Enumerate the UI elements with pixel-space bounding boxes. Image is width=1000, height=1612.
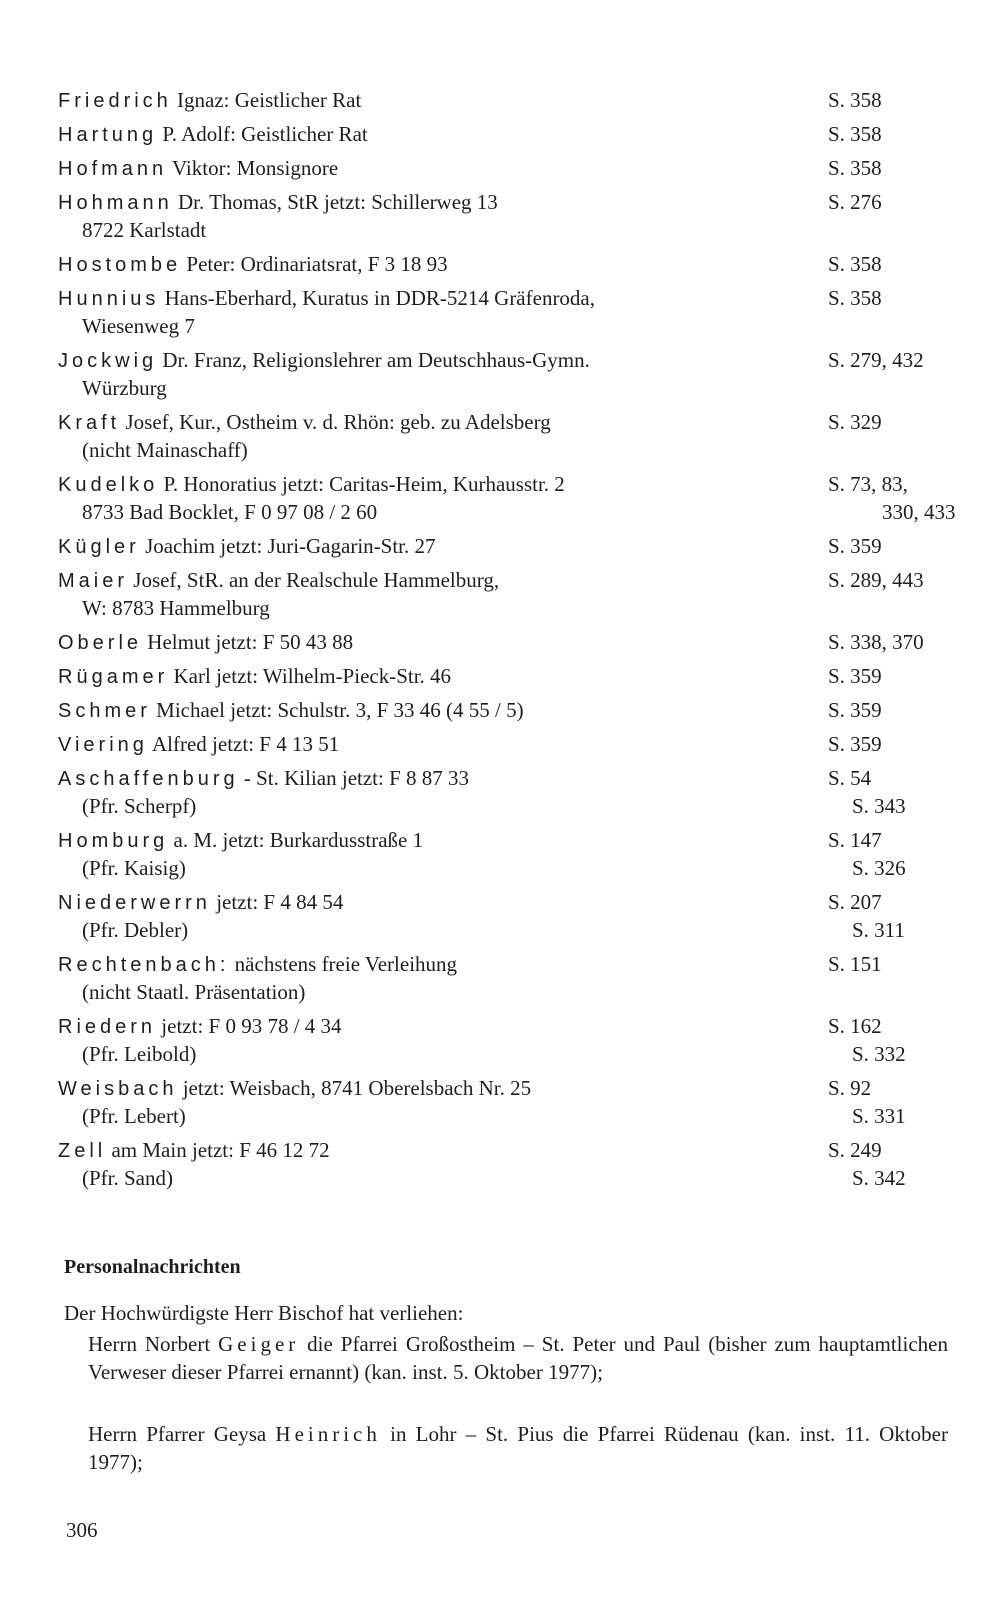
entry-main [58,470,828,499]
entry-text: Josef, Kur., Ostheim v. d. Rhön: geb. zu Adelsberg [120,410,551,434]
entry-continuation: Würzburg [82,376,167,400]
entry-name: Rügamer [58,666,169,688]
entry-continuation-row [58,792,958,820]
appointment-paragraph [88,1420,948,1476]
entry-main [58,346,828,375]
entry-continuation-row [58,216,958,244]
entry-text: P. Honoratius jetzt: Caritas-Heim, Kurhausstr. 2 [158,472,565,496]
entry-name: Niederwerrn [58,892,211,914]
entry-continuation: (Pfr. Lebert) [82,1104,186,1128]
entry-name: Rechtenbach: [58,954,230,976]
entry-name: Hartung [58,124,158,146]
directory-entry [58,696,958,730]
entry-continuation: (nicht Staatl. Präsentation) [82,980,306,1004]
entry-name: Hostombe [58,254,182,276]
entry-continuation-row [58,374,958,402]
entry-name: Kügler [58,536,140,558]
page-reference: S. 279, 432 [828,348,924,372]
entry-main [58,950,828,979]
entry-text: jetzt: F 4 84 54 [210,890,344,914]
entry-main [58,188,828,217]
entry-continuation-row [58,436,958,464]
page-reference: S. 92 [828,1076,872,1100]
paragraph-prefix: Herrn Norbert [88,1332,219,1356]
entry-row [58,888,958,916]
entry-row [58,1012,958,1040]
entry-continuation-row [58,854,958,882]
entry-text: Ignaz: Geistlicher Rat [171,88,362,112]
entry-row [58,730,958,758]
entry-row [58,532,958,560]
entry-continuation: (Pfr. Scherpf) [82,794,197,818]
entry-row [58,250,958,278]
entry-text: Dr. Franz, Religionslehrer am Deutschhaus-Gymn. [157,348,590,372]
entry-row [58,566,958,594]
entry-name: Aschaffenburg [58,768,239,790]
directory-entry [58,154,958,188]
entry-name: Hofmann [58,158,168,180]
entry-text: jetzt: F 0 93 78 / 4 34 [156,1014,342,1038]
page-reference: S. 358 [828,286,882,310]
entry-name: Kudelko [58,474,159,496]
entry-continuation-row [58,312,958,340]
intro-text: Der Hochwürdigste Herr Bischof hat verliehen: [64,1301,464,1325]
page-number: 306 [66,1518,98,1542]
directory-entry [58,408,958,470]
entry-main [58,1136,828,1165]
directory-list [58,86,958,1198]
entry-text: am Main jetzt: F 46 12 72 [106,1138,330,1162]
entry-text: a. M. jetzt: Burkardusstraße 1 [168,828,424,852]
entry-main [58,532,828,561]
directory-entry [58,730,958,764]
entry-name: Riedern [58,1016,157,1038]
directory-entry [58,346,958,408]
entry-main [58,284,828,313]
entry-name: Schmer [58,700,151,722]
entry-continuation: (Pfr. Kaisig) [82,856,186,880]
entry-main [58,1012,828,1041]
entry-name: Friedrich [58,90,172,112]
entry-continuation-row [58,916,958,944]
entry-name: Hohmann [58,192,173,214]
entry-continuation: (Pfr. Debler) [82,918,189,942]
entry-gap [58,1192,958,1198]
page-reference: S. 359 [828,664,882,688]
entry-main [58,250,828,279]
entry-main [58,730,828,759]
entry-row [58,408,958,436]
appointment-paragraph [88,1330,948,1386]
entry-main [58,662,828,691]
entry-row [58,628,958,656]
page-reference: S. 162 [828,1014,882,1038]
entry-text: Viktor: Monsignore [167,156,339,180]
entry-main [58,86,828,115]
entry-name: Hunnius [58,288,160,310]
directory-entry [58,86,958,120]
directory-entry [58,284,958,346]
page-reference: S. 358 [828,156,882,180]
entry-name: Oberle [58,632,143,654]
entry-continuation: (nicht Mainaschaff) [82,438,248,462]
entry-text: Josef, StR. an der Realschule Hammelburg, [128,568,500,592]
entry-continuation: 8722 Karlstadt [82,218,207,242]
entry-continuation: (Pfr. Leibold) [82,1042,197,1066]
entry-row [58,826,958,854]
entry-continuation-row [58,594,958,622]
page-reference-continuation: S. 332 [852,1042,906,1066]
entry-name: Homburg [58,830,169,852]
page-reference: S. 329 [828,410,882,434]
directory-entry [58,120,958,154]
page-reference: S. 249 [828,1138,882,1162]
entry-row [58,470,958,498]
directory-entry [58,566,958,628]
entry-text: Karl jetzt: Wilhelm-Pieck-Str. 46 [168,664,452,688]
entry-row [58,1074,958,1102]
directory-entry [58,1074,958,1136]
entry-continuation-row [58,1040,958,1068]
entry-main [58,764,828,793]
entry-text: P. Adolf: Geistlicher Rat [157,122,368,146]
directory-entry [58,662,958,696]
entry-text: jetzt: Weisbach, 8741 Oberelsbach Nr. 25 [177,1076,532,1100]
entry-row [58,284,958,312]
page-reference: S. 207 [828,890,882,914]
entry-continuation-row [58,498,958,526]
entry-text: Dr. Thomas, StR jetzt: Schillerweg 13 [172,190,498,214]
page-reference: S. 151 [828,952,882,976]
page-reference: S. 276 [828,190,882,214]
directory-entry [58,628,958,662]
entry-row [58,950,958,978]
page-reference: S. 338, 370 [828,630,924,654]
page-reference-continuation: S. 343 [852,794,906,818]
paragraph-prefix: Herrn Pfarrer Geysa [88,1422,276,1446]
entry-main [58,566,828,595]
directory-entry [58,950,958,1012]
entry-row [58,696,958,724]
entry-row [58,86,958,114]
entry-name: Kraft [58,412,121,434]
page-reference-continuation: S. 326 [852,856,906,880]
paragraph-text: in Lohr – St. Pius die Pfarrei Rüdenau (kan. inst. 11. Oktober 1977); [88,1422,948,1474]
entry-text: Hans-Eberhard, Kuratus in DDR-5214 Gräfenroda, [159,286,596,310]
directory-entry [58,250,958,284]
directory-entry [58,1012,958,1074]
entry-row [58,154,958,182]
page-reference-continuation: S. 342 [852,1166,906,1190]
entry-main [58,826,828,855]
page-reference: S. 359 [828,698,882,722]
entry-row [58,188,958,216]
entry-row [58,764,958,792]
entry-main [58,120,828,149]
page-reference-continuation: S. 311 [852,918,905,942]
entry-continuation-row [58,978,958,1006]
entry-row [58,662,958,690]
entry-text: Joachim jetzt: Juri-Gagarin-Str. 27 [139,534,436,558]
page-reference: S. 359 [828,732,882,756]
page-reference: S. 359 [828,534,882,558]
entry-name: Zell [58,1140,107,1162]
entry-name: Weisbach [58,1078,178,1100]
entry-text: Michael jetzt: Schulstr. 3, F 33 46 (4 55 / 5) [150,698,524,722]
entry-continuation: Wiesenweg 7 [82,314,195,338]
entry-name: Jockwig [58,350,158,372]
page-reference: S. 358 [828,252,882,276]
page-reference: S. 54 [828,766,872,790]
directory-entry [58,888,958,950]
page-reference: S. 147 [828,828,882,852]
entry-row [58,346,958,374]
entry-name: Viering [58,734,148,756]
entry-text: nächstens freie Verleihung [229,952,458,976]
page-reference: S. 289, 443 [828,568,924,592]
directory-entry [58,1136,958,1198]
entry-continuation: (Pfr. Sand) [82,1166,173,1190]
entry-continuation: W: 8783 Hammelburg [82,596,270,620]
page-reference: S. 358 [828,88,882,112]
directory-entry [58,764,958,826]
entry-main [58,1074,828,1103]
entry-continuation-row [58,1164,958,1192]
directory-entry [58,532,958,566]
entry-text: Alfred jetzt: F 4 13 51 [147,732,340,756]
section-heading: Personalnachrichten [64,1256,241,1278]
entry-text: - St. Kilian jetzt: F 8 87 33 [238,766,470,790]
person-name: Heinrich [275,1422,381,1446]
entry-main [58,696,828,725]
entry-name: Maier [58,570,129,592]
entry-main [58,628,828,657]
entry-text: Peter: Ordinariatsrat, F 3 18 93 [181,252,448,276]
person-name: Geiger [218,1332,300,1356]
entry-main [58,408,828,437]
entry-continuation-row [58,1102,958,1130]
paragraph-text: die Pfarrei Großostheim – St. Peter und Paul (bisher zum hauptamtlichen Verweser dieser Pfarrei ernannt) (kan. inst. 5. Oktober 1977); [88,1332,948,1384]
page-reference-continuation: 330, 433 [882,500,956,524]
entry-row [58,120,958,148]
entry-main [58,154,828,183]
entry-text: Helmut jetzt: F 50 43 88 [142,630,354,654]
entry-continuation: 8733 Bad Bocklet, F 0 97 08 / 2 60 [82,500,378,524]
directory-entry [58,826,958,888]
page-reference-continuation: S. 331 [852,1104,906,1128]
directory-entry [58,188,958,250]
entry-main [58,888,828,917]
page-reference: S. 358 [828,122,882,146]
page-reference: S. 73, 83, [828,472,908,496]
entry-row [58,1136,958,1164]
directory-entry [58,470,958,532]
